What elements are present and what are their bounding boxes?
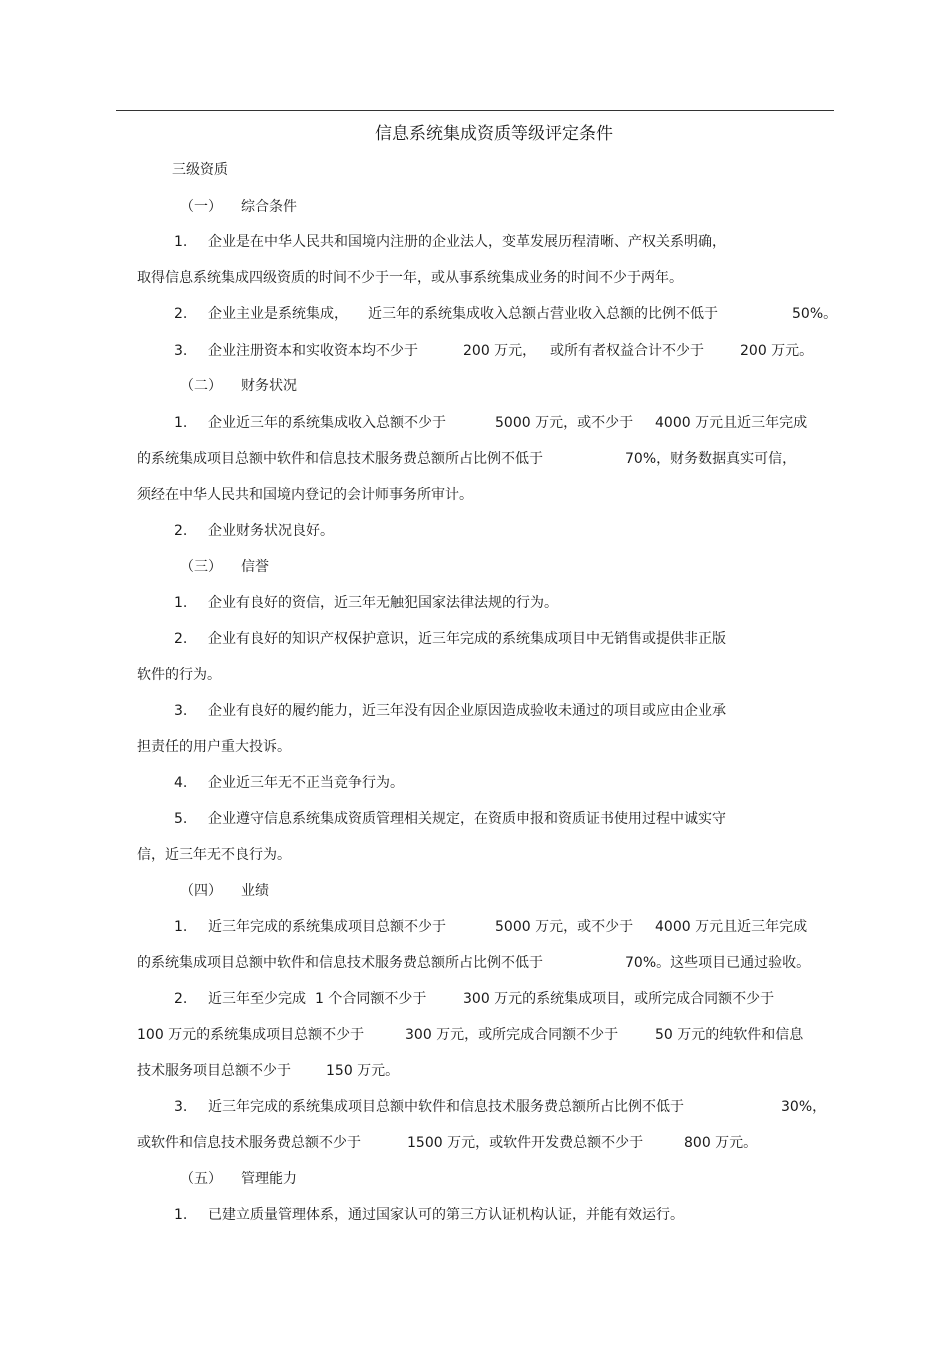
item-text: 企业财务状况良好。 bbox=[208, 523, 334, 539]
item-text: 5000 万元，或不少于 bbox=[495, 919, 634, 935]
item-number: 2. bbox=[174, 523, 188, 539]
item-number: 4. bbox=[174, 775, 188, 791]
item-number: 1. bbox=[174, 595, 188, 611]
section-number: （一） bbox=[180, 199, 222, 215]
item-text: 企业近三年无不正当竞争行为。 bbox=[208, 775, 404, 791]
item-text: 近三年的系统集成收入总额占营业收入总额的比例不低于 bbox=[368, 306, 718, 322]
item-text: 100 万元的系统集成项目总额不少于 bbox=[137, 1027, 365, 1043]
item-text: 200 万元。 bbox=[740, 343, 814, 359]
item-text: 已建立质量管理体系，通过国家认可的第三方认证机构认证，并能有效运行。 bbox=[208, 1207, 684, 1223]
item-number: 3. bbox=[174, 343, 188, 359]
item-text: 企业是在中华人民共和国境内注册的企业法人，变革发展历程清晰、产权关系明确， bbox=[208, 234, 726, 250]
item-text: 50 万元的纯软件和信息 bbox=[655, 1027, 804, 1043]
section-number: （三） bbox=[180, 559, 222, 575]
item-text: 1 个合同额不少于 bbox=[315, 991, 427, 1007]
item-text: 担责任的用户重大投诉。 bbox=[137, 739, 291, 755]
section-heading: 综合条件 bbox=[241, 199, 297, 215]
item-number: 5. bbox=[174, 811, 188, 827]
section-heading: 信誉 bbox=[241, 559, 269, 575]
item-number: 1. bbox=[174, 415, 188, 431]
item-text: 1500 万元，或软件开发费总额不少于 bbox=[407, 1135, 644, 1151]
item-text: 5000 万元，或不少于 bbox=[495, 415, 634, 431]
item-text: 企业有良好的知识产权保护意识，近三年完成的系统集成项目中无销售或提供非正版 bbox=[208, 631, 726, 647]
item-text: 企业注册资本和实收资本均不少于 bbox=[208, 343, 418, 359]
item-text: 近三年完成的系统集成项目总额不少于 bbox=[208, 919, 446, 935]
item-text: 200 万元， bbox=[463, 343, 537, 359]
section-heading: 业绩 bbox=[241, 883, 269, 899]
item-text: 的系统集成项目总额中软件和信息技术服务费总额所占比例不低于 bbox=[137, 451, 543, 467]
item-number: 1. bbox=[174, 919, 188, 935]
item-text: 须经在中华人民共和国境内登记的会计师事务所审计。 bbox=[137, 487, 473, 503]
item-text: 近三年至少完成 bbox=[208, 991, 306, 1007]
item-text: 信，近三年无不良行为。 bbox=[137, 847, 291, 863]
item-text: 70%。这些项目已通过验收。 bbox=[625, 955, 811, 971]
section-number: （二） bbox=[180, 378, 222, 394]
item-number: 1. bbox=[174, 234, 188, 250]
item-text: 企业近三年的系统集成收入总额不少于 bbox=[208, 415, 446, 431]
item-text: 50%。 bbox=[792, 306, 838, 322]
item-text: 企业有良好的履约能力，近三年没有因企业原因造成验收未通过的项目或应由企业承 bbox=[208, 703, 726, 719]
document-title: 信息系统集成资质等级评定条件 bbox=[375, 124, 613, 144]
item-text: 的系统集成项目总额中软件和信息技术服务费总额所占比例不低于 bbox=[137, 955, 543, 971]
item-text: 技术服务项目总额不少于 bbox=[137, 1063, 291, 1079]
item-text: 30%， bbox=[781, 1099, 827, 1115]
item-text: 企业遵守信息系统集成资质管理相关规定，在资质申报和资质证书使用过程中诚实守 bbox=[208, 811, 726, 827]
item-text: 300 万元，或所完成合同额不少于 bbox=[405, 1027, 619, 1043]
item-text: 取得信息系统集成四级资质的时间不少于一年，或从事系统集成业务的时间不少于两年。 bbox=[137, 270, 683, 286]
item-text: 软件的行为。 bbox=[137, 667, 221, 683]
item-text: 企业有良好的资信，近三年无触犯国家法律法规的行为。 bbox=[208, 595, 558, 611]
item-text: 800 万元。 bbox=[684, 1135, 758, 1151]
item-text: 70%，财务数据真实可信， bbox=[625, 451, 797, 467]
item-text: 150 万元。 bbox=[326, 1063, 400, 1079]
item-number: 2. bbox=[174, 991, 188, 1007]
item-number: 2. bbox=[174, 306, 188, 322]
section-number: （五） bbox=[180, 1171, 222, 1187]
section-number: （四） bbox=[180, 883, 222, 899]
section-heading: 财务状况 bbox=[241, 378, 297, 394]
item-text: 或软件和信息技术服务费总额不少于 bbox=[137, 1135, 361, 1151]
item-number: 3. bbox=[174, 703, 188, 719]
item-number: 1. bbox=[174, 1207, 188, 1223]
item-text: 4000 万元且近三年完成 bbox=[655, 415, 808, 431]
header-rule bbox=[116, 110, 834, 111]
level-heading: 三级资质 bbox=[172, 162, 228, 178]
item-text: 4000 万元且近三年完成 bbox=[655, 919, 808, 935]
item-text: 或所有者权益合计不少于 bbox=[550, 343, 704, 359]
item-number: 2. bbox=[174, 631, 188, 647]
item-number: 3. bbox=[174, 1099, 188, 1115]
item-text: 近三年完成的系统集成项目总额中软件和信息技术服务费总额所占比例不低于 bbox=[208, 1099, 684, 1115]
item-text: 300 万元的系统集成项目，或所完成合同额不少于 bbox=[463, 991, 775, 1007]
section-heading: 管理能力 bbox=[241, 1171, 297, 1187]
item-text: 企业主业是系统集成， bbox=[208, 306, 348, 322]
